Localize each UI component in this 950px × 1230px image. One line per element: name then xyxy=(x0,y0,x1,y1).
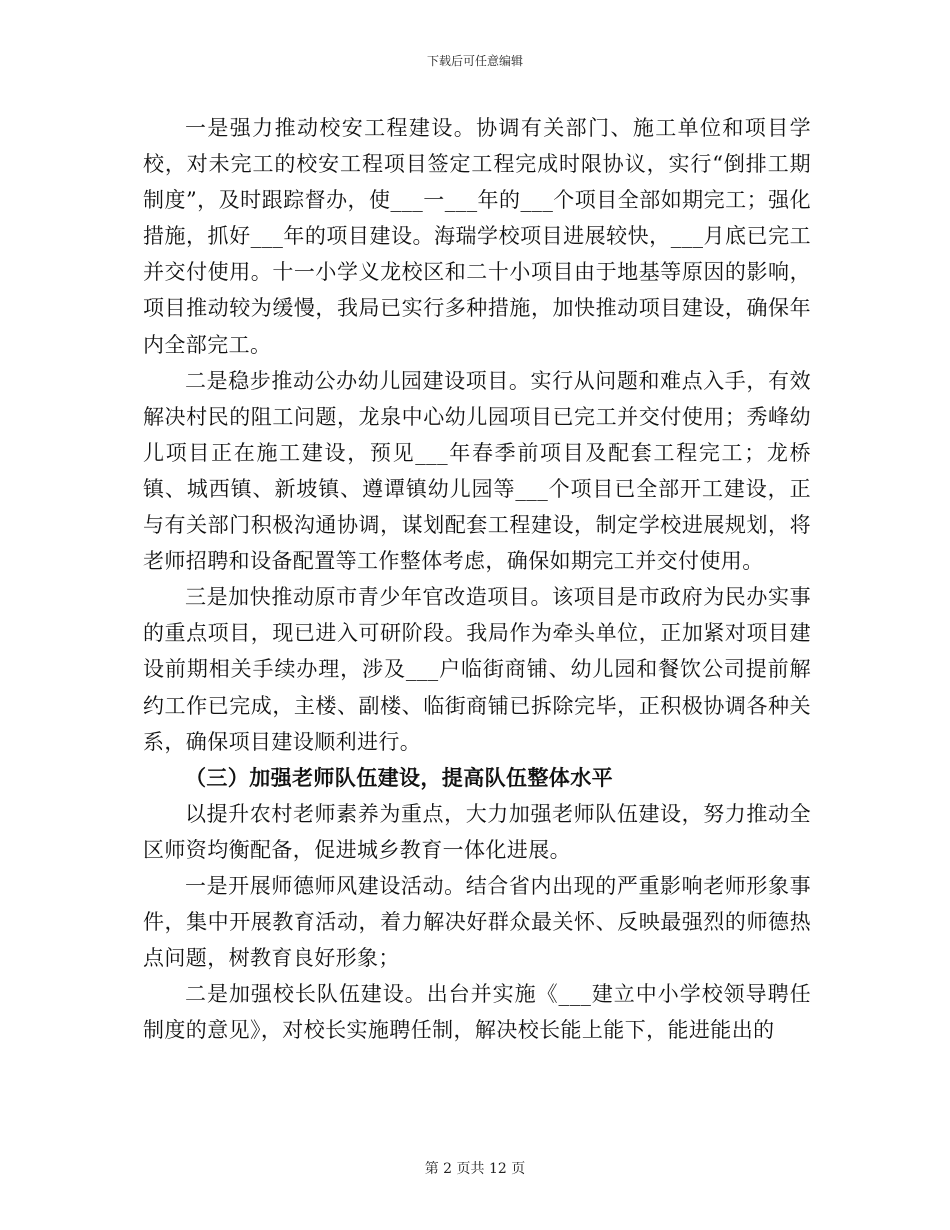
page-header: 下载后可任意编辑 xyxy=(426,54,523,68)
paragraph-kindergarten: 二是稳步推动公办幼儿园建设项目。实行从问题和难点入手，有效解决村民的阻工问题，龙泉中心幼儿园项目已完工并交付使用；秀峰幼儿项目正在施工建设，预见___年春季前项目及配套工程完工；龙桥镇、城西镇、新坡镇、遵谭镇幼儿园等___个项目已全部开工建设，正与有关部门积极沟通协调，谋划配套工程建设，制定学校进展规划，将老师招聘和设备配置等工作整体考虑，确保如期完工并交付使用。 xyxy=(143,368,811,574)
page-footer: 第 2 页共 12 页 xyxy=(424,1161,526,1177)
paragraph-school-safety: 一是强力推动校安工程建设。协调有关部门、施工单位和项目学校，对未完工的校安工程项目签定工程完成时限协议，实行“倒排工期制度”，及时跟踪督办，使___一___年的___个项目全部如期完工；强化措施，抓好___年的项目建设。海瑞学校项目进展较快，___月底已完工并交付使用。十一小学义龙校区和二十小项目由于地基等原因的影响，项目推动较为缓慢，我局已实行多种措施，加快推动项目建设，确保年内全部完工。 xyxy=(143,116,811,357)
section-heading: （三）加强老师队伍建设，提高队伍整体水平 xyxy=(185,764,613,790)
paragraph-youth-palace: 三是加快推动原市青少年官改造项目。该项目是市政府为民办实事的重点项目，现已进入可研阶段。我局作为牵头单位，正加紧对项目建设前期相关手续办理，涉及___户临街商铺、幼儿园和餐饮公司提前解约工作已完成，主楼、副楼、临街商铺已拆除完毕，正积极协调各种关系，确保项目建设顺利进行。 xyxy=(143,585,811,754)
paragraph-teacher-ethics: 一是开展师德师风建设活动。结合省内出现的严重影响老师形象事件，集中开展教育活动，着力解决好群众最关怀、反映最强烈的师德热点问题，树教育良好形象； xyxy=(143,873,811,971)
paragraph-principal-team: 二是加强校长队伍建设。出台并实施《___建立中小学校领导聘任制度的意见》，对校长实施聘任制，解决校长能上能下，能进能出的 xyxy=(143,982,811,1043)
document-body xyxy=(143,110,811,1048)
paragraph-teacher-intro: 以提升农村老师素养为重点，大力加强老师队伍建设，努力推动全区师资均衡配备，促进城乡教育一体化进展。 xyxy=(143,801,811,862)
